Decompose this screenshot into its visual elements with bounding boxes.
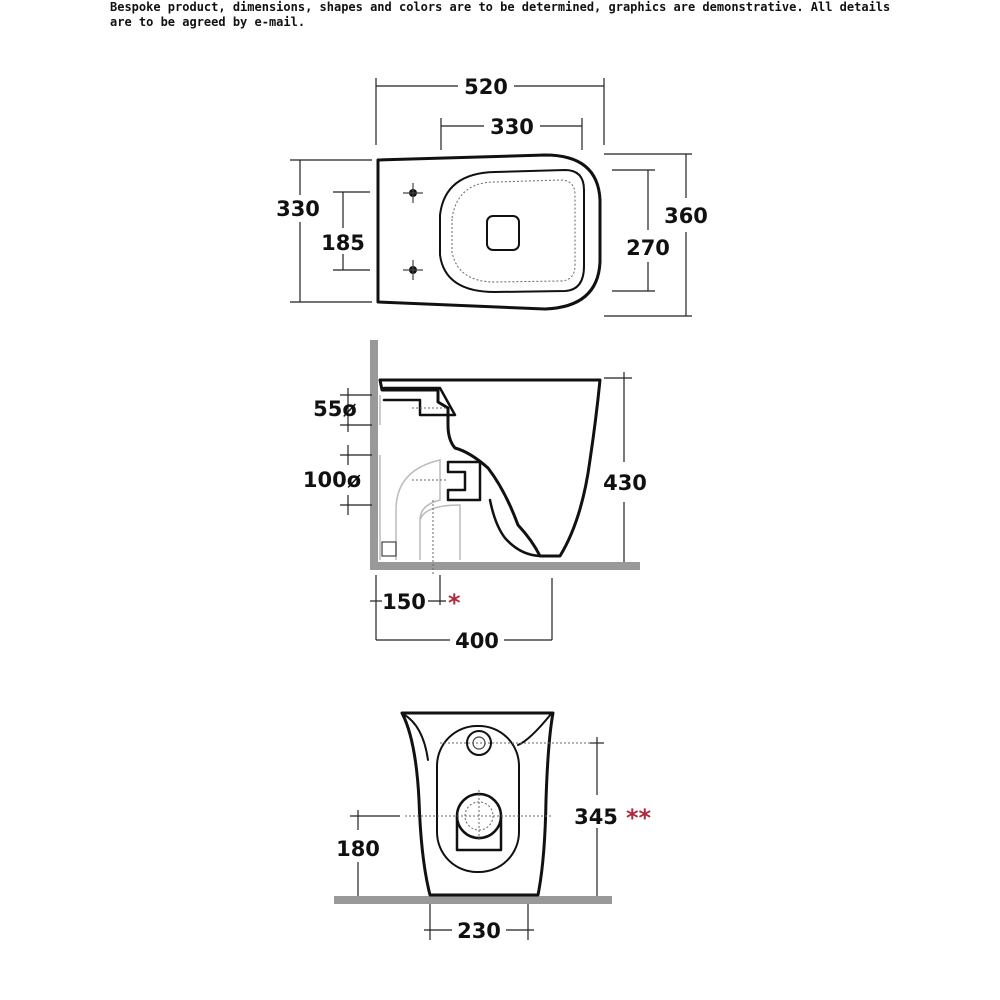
- dim-height: 430: [603, 471, 647, 495]
- access-box: [382, 542, 396, 556]
- top-view-bowl: [440, 170, 584, 292]
- inlet-opening: [467, 731, 491, 755]
- dim-inlet-diameter: 55ø: [313, 397, 357, 421]
- dim-overall-width: 330: [276, 197, 320, 221]
- floor-back: [334, 896, 612, 904]
- dim-fixing-spacing: 330: [490, 115, 534, 139]
- floor-side: [370, 562, 640, 570]
- dim-base-width: 230: [457, 919, 501, 943]
- fixing-hole-top: [403, 183, 423, 203]
- dim-depth: 400: [455, 629, 499, 653]
- dim-outlet-offset: 150: [382, 590, 426, 614]
- drain-square: [487, 216, 519, 250]
- dim-bowl-width: 270: [626, 236, 670, 260]
- dim-total-height: 345: [574, 805, 618, 829]
- back-view: [334, 713, 652, 943]
- fixing-hole-bottom: [403, 260, 423, 280]
- back-view-body: [402, 713, 553, 895]
- dim-overall-length: 520: [464, 75, 508, 99]
- asterisk-single: *: [448, 589, 461, 617]
- dim-outlet-diameter: 100ø: [302, 468, 362, 492]
- asterisk-double: **: [626, 804, 652, 832]
- top-view: [276, 75, 708, 316]
- side-view-bowl: [380, 380, 600, 556]
- dim-fixing-width: 185: [321, 231, 365, 255]
- dim-outlet-height: 180: [336, 837, 380, 861]
- top-view-outline: [378, 155, 600, 309]
- dim-rim-width: 360: [664, 204, 708, 228]
- disclaimer-text: Bespoke product, dimensions, shapes and colors are to be determined, graphics are demonstrative. All details are to be agreed by e-mail.: [110, 0, 891, 29]
- side-view: [303, 340, 647, 653]
